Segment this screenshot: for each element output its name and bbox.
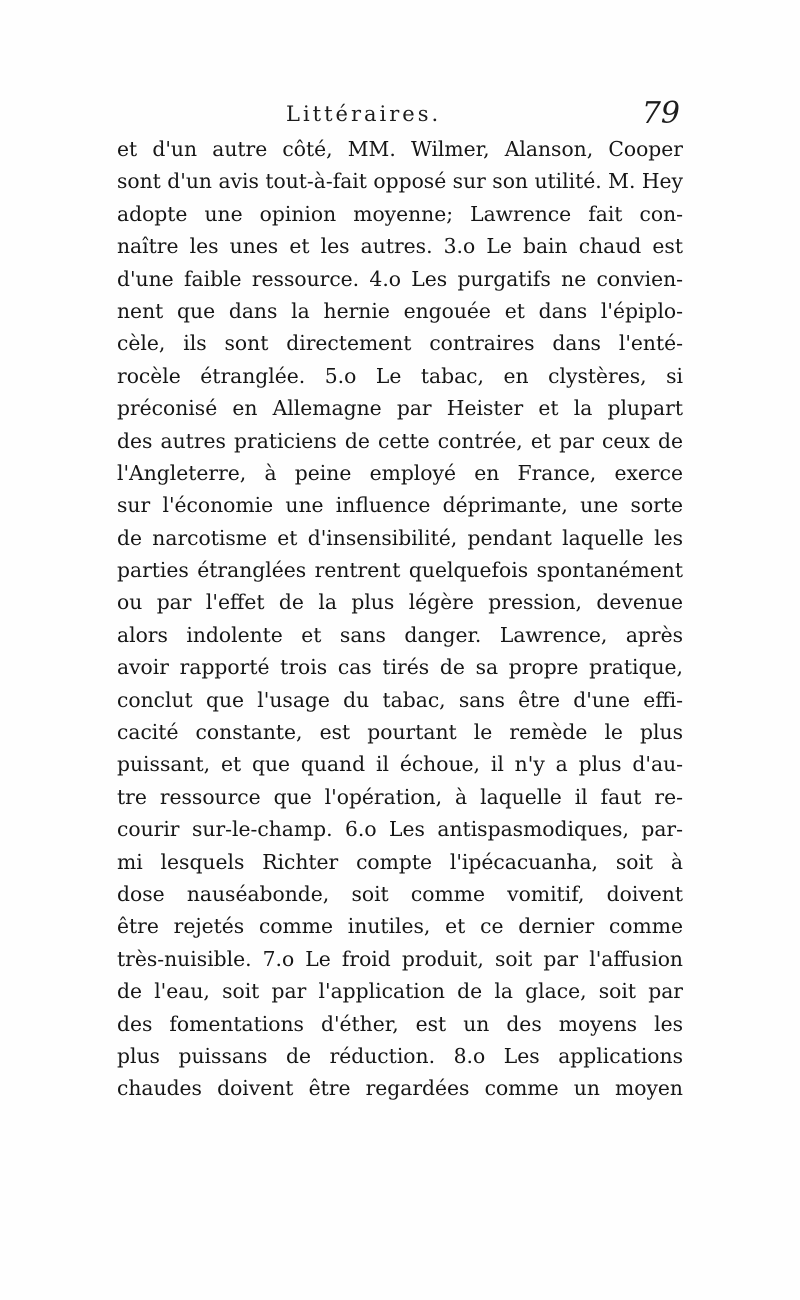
text-line: puissant, et que quand il échoue, il n'y a plus d'au- xyxy=(117,752,683,777)
text-line: cèle, ils sont directement contraires dans l'enté- xyxy=(117,331,683,356)
running-title: Littéraires. xyxy=(286,102,442,126)
text-line: parties étranglées rentrent quelquefois spontanément xyxy=(117,558,683,583)
text-line: sur l'économie une influence déprimante, une sorte xyxy=(117,493,683,518)
text-line: cacité constante, est pourtant le remède le plus xyxy=(117,720,683,745)
text-line: l'Angleterre, à peine employé en France, exerce xyxy=(117,460,683,485)
text-line: nent que dans la hernie engouée et dans l'épiplo- xyxy=(117,298,683,323)
text-line: plus puissans de réduction. 8.o Les applications xyxy=(117,1043,683,1068)
page-number: 79 xyxy=(641,96,680,131)
text-line: mi lesquels Richter compte l'ipécacuanha, soit à xyxy=(117,849,683,874)
text-line: préconisé en Allemagne par Heister et la plupart xyxy=(117,396,683,421)
text-line: conclut que l'usage du tabac, sans être d'une effi- xyxy=(117,687,683,712)
text-line: courir sur-le-champ. 6.o Les antispasmodiques, par- xyxy=(117,817,683,842)
text-line: tre ressource que l'opération, à laquelle il faut re- xyxy=(117,784,683,809)
text-line: d'une faible ressource. 4.o Les purgatifs ne convien- xyxy=(117,266,683,291)
text-line: de l'eau, soit par l'application de la glace, soit par xyxy=(117,979,683,1004)
text-line: rocèle étranglée. 5.o Le tabac, en clystères, si xyxy=(117,363,683,388)
text-line: sont d'un avis tout-à-fait opposé sur son utilité. M. Hey xyxy=(117,169,683,194)
text-line: des fomentations d'éther, est un des moyens les xyxy=(117,1011,683,1036)
running-head xyxy=(118,96,686,136)
body-text xyxy=(117,133,683,1105)
text-line: adopte une opinion moyenne; Lawrence fait con- xyxy=(117,201,683,226)
text-line: et d'un autre côté, MM. Wilmer, Alanson, Cooper xyxy=(117,137,683,161)
text-line: naître les unes et les autres. 3.o Le bain chaud est xyxy=(117,234,683,259)
text-line: chaudes doivent être regardées comme un moyen xyxy=(117,1076,683,1101)
text-line: être rejetés comme inutiles, et ce dernier comme xyxy=(117,914,683,939)
text-line: très-nuisible. 7.o Le froid produit, soit par l'affusion xyxy=(117,946,683,971)
text-line: avoir rapporté trois cas tirés de sa propre pratique, xyxy=(117,655,683,680)
text-line: ou par l'effet de la plus légère pression, devenue xyxy=(117,590,683,615)
text-line: des autres praticiens de cette contrée, et par ceux de xyxy=(117,428,683,453)
text-line: dose nauséabonde, soit comme vomitif, doivent xyxy=(117,881,683,906)
text-line: de narcotisme et d'insensibilité, pendant laquelle les xyxy=(117,525,683,550)
text-line: alors indolente et sans danger. Lawrence, après xyxy=(117,622,683,647)
